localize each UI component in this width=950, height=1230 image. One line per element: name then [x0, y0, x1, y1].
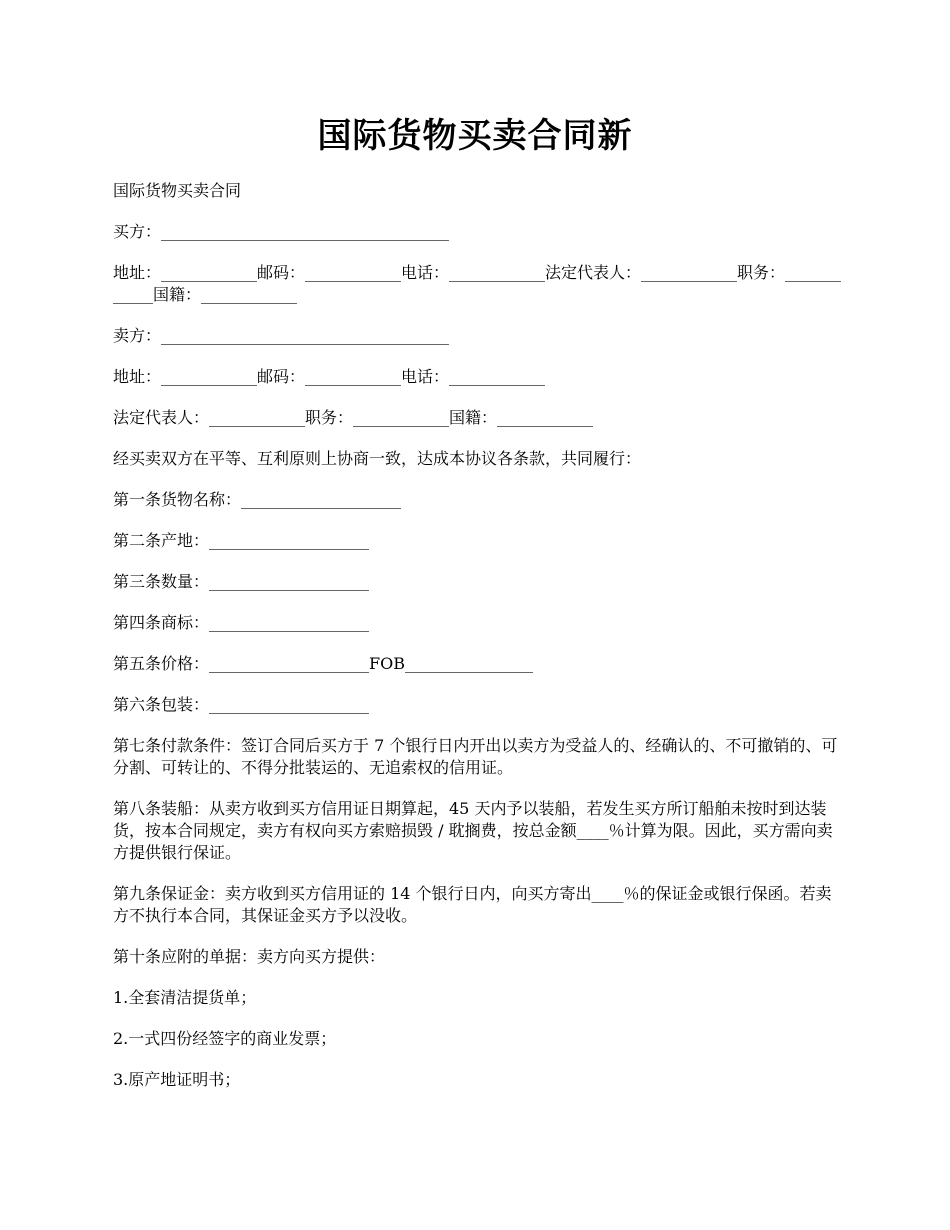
- buyer-line: 买方：____________________________________: [113, 222, 450, 241]
- document-item-3: 3.原产地证明书；: [113, 1070, 241, 1089]
- buyer-contact-paragraph: 地址：____________邮码：____________电话：____________法定代表人：____________职务：____________国籍：____________: [113, 263, 842, 304]
- article-9-deposit: 第九条保证金：卖方收到买方信用证的 14 个银行日内，向买方寄出____％的保证金或银行保函。若卖方不执行本合同，其保证金买方予以没收。: [113, 884, 832, 925]
- seller-representative-line: 法定代表人：____________职务：____________国籍：____________: [113, 408, 594, 427]
- seller-line: 卖方：____________________________________: [113, 326, 450, 345]
- article-7-payment: 第七条付款条件：签订合同后买方于 7 个银行日内开出以卖方为受益人的、经确认的、不可撤销的、可分割、可转让的、不得分批装运的、无追索权的信用证。: [113, 736, 838, 777]
- document-body: [113, 180, 843, 1110]
- seller-contact-line: 地址：____________邮码：____________电话：____________: [113, 367, 546, 386]
- document-item-1: 1.全套清洁提货单；: [113, 988, 257, 1007]
- preamble-paragraph: 经买卖双方在平等、互利原则上协商一致，达成本协议各条款，共同履行：: [113, 449, 642, 468]
- article-5-price: 第五条价格：____________________FOB________________: [113, 654, 533, 673]
- subtitle-paragraph: 国际货物买卖合同: [113, 181, 242, 200]
- article-8-shipment: 第八条装船：从卖方收到买方信用证日期算起，45 天内予以装船，若发生买方所订船舶未按时到达装货，按本合同规定，卖方有权向买方索赔损毁 / 耽搁费，按总金额____％计算为限。因此，买方需向卖方提供银行保证。: [113, 799, 833, 862]
- article-10-documents: 第十条应附的单据：卖方向买方提供：: [113, 947, 386, 966]
- document-item-2: 2.一式四份经签字的商业发票；: [113, 1029, 337, 1048]
- article-1-goods-name: 第一条货物名称：____________________: [113, 490, 402, 509]
- article-6-packaging: 第六条包装：____________________: [113, 695, 370, 714]
- article-3-quantity: 第三条数量：____________________: [113, 572, 370, 591]
- document-title: 国际货物买卖合同新: [317, 116, 633, 156]
- article-2-origin: 第二条产地：____________________: [113, 531, 370, 550]
- article-4-trademark: 第四条商标：____________________: [113, 613, 370, 632]
